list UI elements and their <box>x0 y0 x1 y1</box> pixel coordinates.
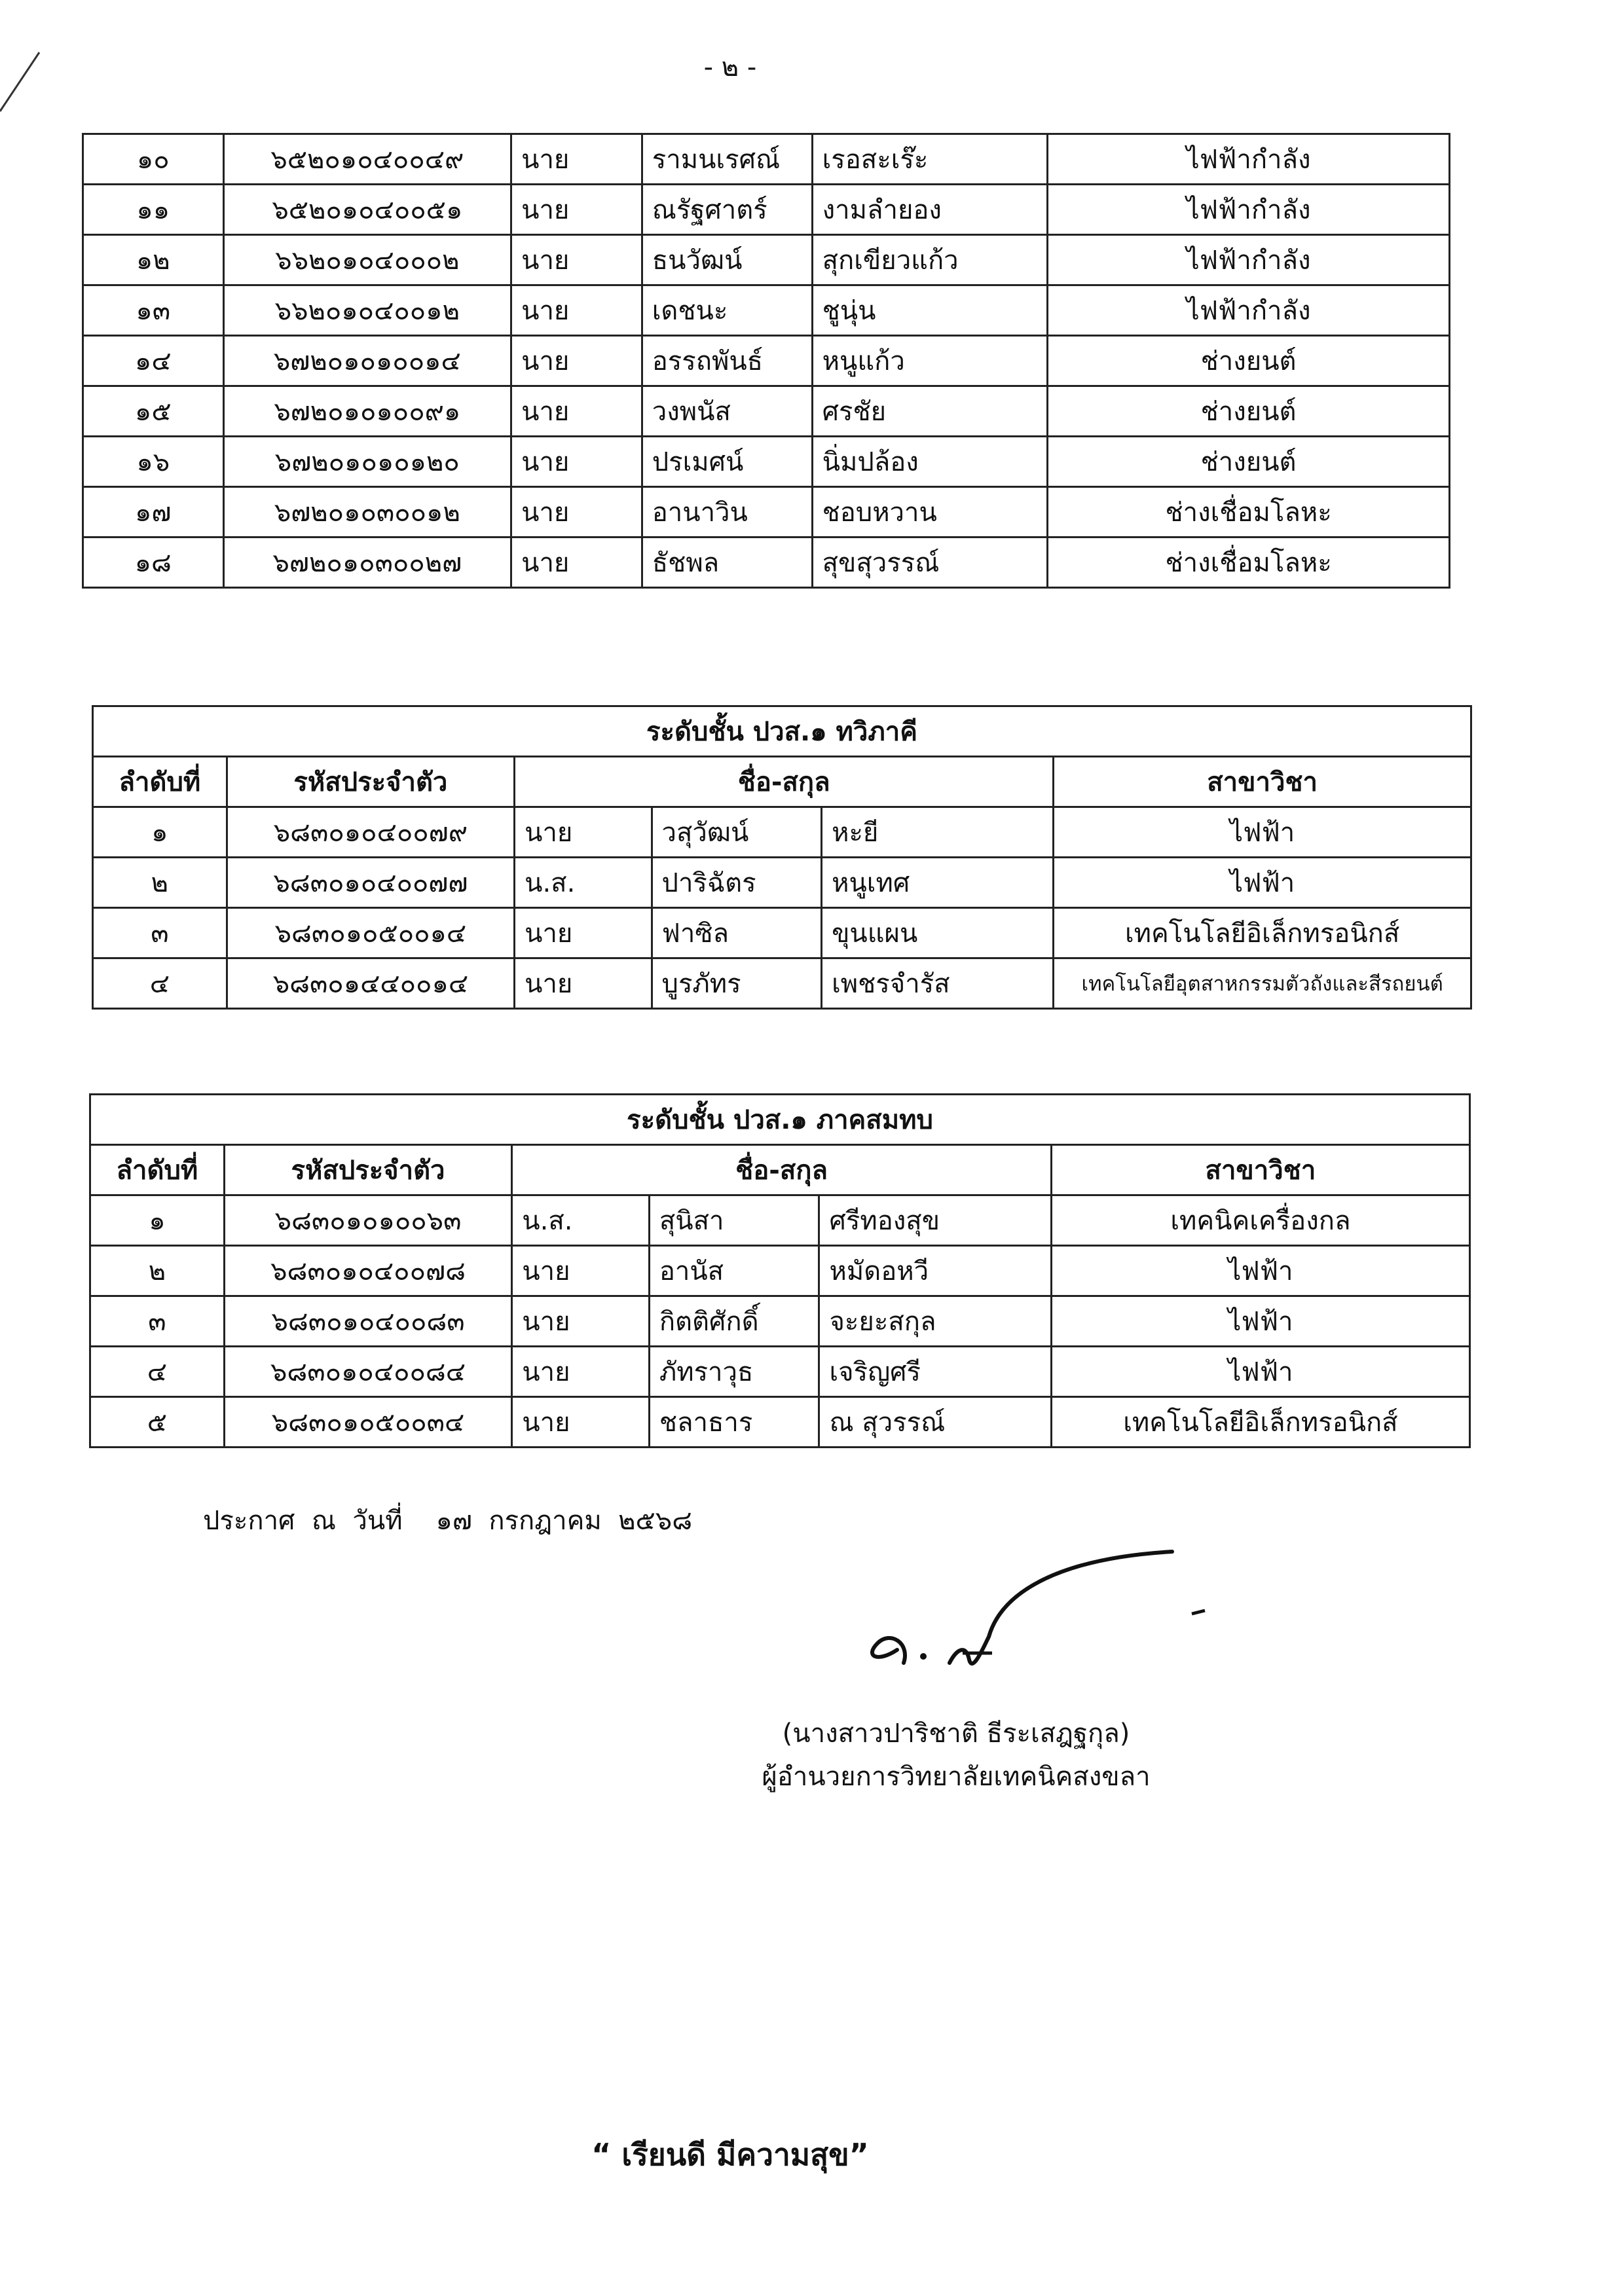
row-no: ๑ <box>90 1195 225 1246</box>
row-major: ช่างยนต์ <box>1048 336 1450 386</box>
row-first-name: ปาริฉัตร <box>652 858 822 908</box>
row-student-id: ๖๗๒๐๑๐๑๐๑๒๐ <box>223 437 511 487</box>
row-last-name: ณ สุวรรณ์ <box>819 1397 1051 1448</box>
row-student-id: ๖๘๓๐๑๐๔๐๐๗๙ <box>227 807 514 858</box>
row-major: ไฟฟ้ากำลัง <box>1048 285 1450 336</box>
row-first-name: ณรัฐศาตร์ <box>642 185 812 235</box>
announce-label: ประกาศ ณ วันที่ <box>203 1506 403 1536</box>
row-no: ๑๗ <box>83 487 224 538</box>
row-major: ช่างเชื่อมโลหะ <box>1048 487 1450 538</box>
row-major: ไฟฟ้า <box>1054 807 1471 858</box>
row-title: นาย <box>511 336 642 386</box>
row-student-id: ๖๕๒๐๑๐๔๐๐๕๑ <box>223 185 511 235</box>
signer-block <box>727 1712 1185 1798</box>
table-row <box>93 908 1471 958</box>
row-last-name: สุขสุวรรณ์ <box>812 538 1048 588</box>
row-first-name: กิตติศักดิ์ <box>649 1296 819 1347</box>
row-student-id: ๖๘๓๐๑๔๔๐๐๑๔ <box>227 958 514 1009</box>
row-no: ๓ <box>93 908 227 958</box>
header-no: ลำดับที่ <box>93 757 227 807</box>
table-row <box>90 1296 1470 1347</box>
row-student-id: ๖๘๓๐๑๐๔๐๐๘๓ <box>224 1296 512 1347</box>
table-row <box>83 336 1450 386</box>
row-last-name: หะยี <box>822 807 1054 858</box>
row-no: ๒ <box>90 1246 225 1296</box>
row-major: ไฟฟ้า <box>1051 1296 1469 1347</box>
row-no: ๑๔ <box>83 336 224 386</box>
row-student-id: ๖๕๒๐๑๐๔๐๐๔๙ <box>223 134 511 185</box>
table-row <box>93 807 1471 858</box>
row-student-id: ๖๘๓๐๑๐๔๐๐๘๔ <box>224 1347 512 1397</box>
row-major: ไฟฟ้ากำลัง <box>1048 235 1450 285</box>
row-first-name: ปรเมศน์ <box>642 437 812 487</box>
announcement-date <box>203 1499 692 1541</box>
row-last-name: เรอสะเร๊ะ <box>812 134 1048 185</box>
row-last-name: จะยะสกุล <box>819 1296 1051 1347</box>
signer-name: (นางสาวปาริชาติ ธีระเสฎฐกุล) <box>782 1719 1130 1749</box>
row-title: น.ส. <box>515 858 652 908</box>
table-pvs1-evening <box>89 1093 1471 1448</box>
row-major: เทคนิคเครื่องกล <box>1051 1195 1469 1246</box>
table-row <box>90 1195 1470 1246</box>
header-major: สาขาวิชา <box>1051 1145 1469 1195</box>
college-motto: “ เรียนดี มีความสุข” <box>591 2137 869 2172</box>
row-no: ๒ <box>93 858 227 908</box>
row-student-id: ๖๗๒๐๑๐๓๐๐๑๒ <box>223 487 511 538</box>
row-student-id: ๖๗๒๐๑๐๑๐๐๑๔ <box>223 336 511 386</box>
row-first-name: วงพนัส <box>642 386 812 437</box>
row-major: ช่างยนต์ <box>1048 437 1450 487</box>
row-first-name: อรรถพันธ์ <box>642 336 812 386</box>
row-title: นาย <box>511 538 642 588</box>
table-pvs1-dual <box>92 705 1472 1010</box>
row-title: นาย <box>512 1347 650 1397</box>
row-last-name: เจริญศรี <box>819 1347 1051 1397</box>
row-title: นาย <box>511 235 642 285</box>
row-student-id: ๖๘๓๐๑๐๔๐๐๗๘ <box>224 1246 512 1296</box>
row-title: นาย <box>515 807 652 858</box>
row-major: เทคโนโลยีอิเล็กทรอนิกส์ <box>1051 1397 1469 1448</box>
table-row <box>90 1397 1470 1448</box>
table-row <box>83 134 1450 185</box>
row-no: ๑ <box>93 807 227 858</box>
signer-position: ผู้อำนวยการวิทยาลัยเทคนิคสงขลา <box>762 1762 1151 1792</box>
row-first-name: บูรภัทร <box>652 958 822 1009</box>
row-last-name: ชอบหวาน <box>812 487 1048 538</box>
row-title: นาย <box>512 1246 650 1296</box>
row-student-id: ๖๖๒๐๑๐๔๐๐๑๒ <box>223 285 511 336</box>
table-row <box>93 858 1471 908</box>
row-title: นาย <box>512 1397 650 1448</box>
announce-year: ๒๕๖๘ <box>618 1506 693 1536</box>
table-title: ระดับชั้น ปวส.๑ ภาคสมทบ <box>90 1095 1470 1145</box>
row-no: ๔ <box>93 958 227 1009</box>
row-title: นาย <box>511 185 642 235</box>
row-major: ไฟฟ้า <box>1051 1246 1469 1296</box>
row-first-name: สุนิสา <box>649 1195 819 1246</box>
row-student-id: ๖๘๓๐๑๐๔๐๐๗๗ <box>227 858 514 908</box>
row-title: น.ส. <box>512 1195 650 1246</box>
row-last-name: งามลำยอง <box>812 185 1048 235</box>
table-row <box>93 958 1471 1009</box>
row-first-name: อานาวิน <box>642 487 812 538</box>
row-title: นาย <box>512 1296 650 1347</box>
row-last-name: นิ่มปล้อง <box>812 437 1048 487</box>
row-major: ไฟฟ้ากำลัง <box>1048 185 1450 235</box>
header-id: รหัสประจำตัว <box>224 1145 512 1195</box>
row-first-name: ภัทราวุธ <box>649 1347 819 1397</box>
table-row <box>83 185 1450 235</box>
row-no: ๑๒ <box>83 235 224 285</box>
row-no: ๑๓ <box>83 285 224 336</box>
row-title: นาย <box>511 386 642 437</box>
row-first-name: อานัส <box>649 1246 819 1296</box>
row-no: ๑๘ <box>83 538 224 588</box>
row-first-name: ฟาซิล <box>652 908 822 958</box>
announce-day: ๑๗ <box>435 1506 472 1536</box>
table-title: ระดับชั้น ปวส.๑ ทวิภาคี <box>93 706 1471 757</box>
student-table-continued <box>82 133 1450 589</box>
row-last-name: สุกเขียวแก้ว <box>812 235 1048 285</box>
row-student-id: ๖๘๓๐๑๐๑๐๐๖๓ <box>224 1195 512 1246</box>
row-title: นาย <box>511 437 642 487</box>
row-last-name: เพชรจำรัส <box>822 958 1054 1009</box>
row-major: ไฟฟ้า <box>1051 1347 1469 1397</box>
row-first-name: ชลาธาร <box>649 1397 819 1448</box>
row-major: ไฟฟ้า <box>1054 858 1471 908</box>
row-title: นาย <box>515 908 652 958</box>
row-first-name: ธัชพล <box>642 538 812 588</box>
table-row <box>83 487 1450 538</box>
table-row <box>83 538 1450 588</box>
header-name: ชื่อ-สกุล <box>512 1145 1052 1195</box>
row-last-name: หนูแก้ว <box>812 336 1048 386</box>
row-last-name: ศรีทองสุข <box>819 1195 1051 1246</box>
row-major: ไฟฟ้ากำลัง <box>1048 134 1450 185</box>
row-last-name: หนูเทศ <box>822 858 1054 908</box>
table-row <box>83 285 1450 336</box>
row-first-name: เดชนะ <box>642 285 812 336</box>
row-title: นาย <box>511 134 642 185</box>
row-last-name: ขุนแผน <box>822 908 1054 958</box>
row-title: นาย <box>511 487 642 538</box>
row-student-id: ๖๘๓๐๑๐๕๐๐๑๔ <box>227 908 514 958</box>
row-major: เทคโนโลยีอุตสาหกรรมตัวถังและสีรถยนต์ <box>1054 958 1471 1009</box>
table-row <box>83 235 1450 285</box>
row-no: ๑๐ <box>83 134 224 185</box>
row-first-name: วสุวัฒน์ <box>652 807 822 858</box>
row-no: ๕ <box>90 1397 225 1448</box>
row-major: ช่างเชื่อมโลหะ <box>1048 538 1450 588</box>
row-student-id: ๖๗๒๐๑๐๓๐๐๒๗ <box>223 538 511 588</box>
row-last-name: ศรชัย <box>812 386 1048 437</box>
row-student-id: ๖๘๓๐๑๐๕๐๐๓๔ <box>224 1397 512 1448</box>
row-no: ๑๕ <box>83 386 224 437</box>
row-last-name: ชูนุ่น <box>812 285 1048 336</box>
header-name: ชื่อ-สกุล <box>515 757 1054 807</box>
header-no: ลำดับที่ <box>90 1145 225 1195</box>
row-no: ๑๖ <box>83 437 224 487</box>
row-no: ๑๑ <box>83 185 224 235</box>
row-first-name: ธนวัฒน์ <box>642 235 812 285</box>
row-major: ช่างยนต์ <box>1048 386 1450 437</box>
row-no: ๓ <box>90 1296 225 1347</box>
row-student-id: ๖๗๒๐๑๐๑๐๐๙๑ <box>223 386 511 437</box>
page-number: - ๒ - <box>703 52 757 82</box>
table-row <box>83 437 1450 487</box>
row-student-id: ๖๖๒๐๑๐๔๐๐๐๒ <box>223 235 511 285</box>
row-title: นาย <box>515 958 652 1009</box>
row-last-name: หมัดอหวี <box>819 1246 1051 1296</box>
table-row <box>90 1347 1470 1397</box>
row-major: เทคโนโลยีอิเล็กทรอนิกส์ <box>1054 908 1471 958</box>
signature <box>851 1532 1218 1689</box>
row-first-name: รามนเรศณ์ <box>642 134 812 185</box>
announce-month: กรกฎาคม <box>489 1506 602 1536</box>
header-major: สาขาวิชา <box>1054 757 1471 807</box>
row-no: ๔ <box>90 1347 225 1397</box>
header-id: รหัสประจำตัว <box>227 757 514 807</box>
table-row <box>83 386 1450 437</box>
table-row <box>90 1246 1470 1296</box>
row-title: นาย <box>511 285 642 336</box>
